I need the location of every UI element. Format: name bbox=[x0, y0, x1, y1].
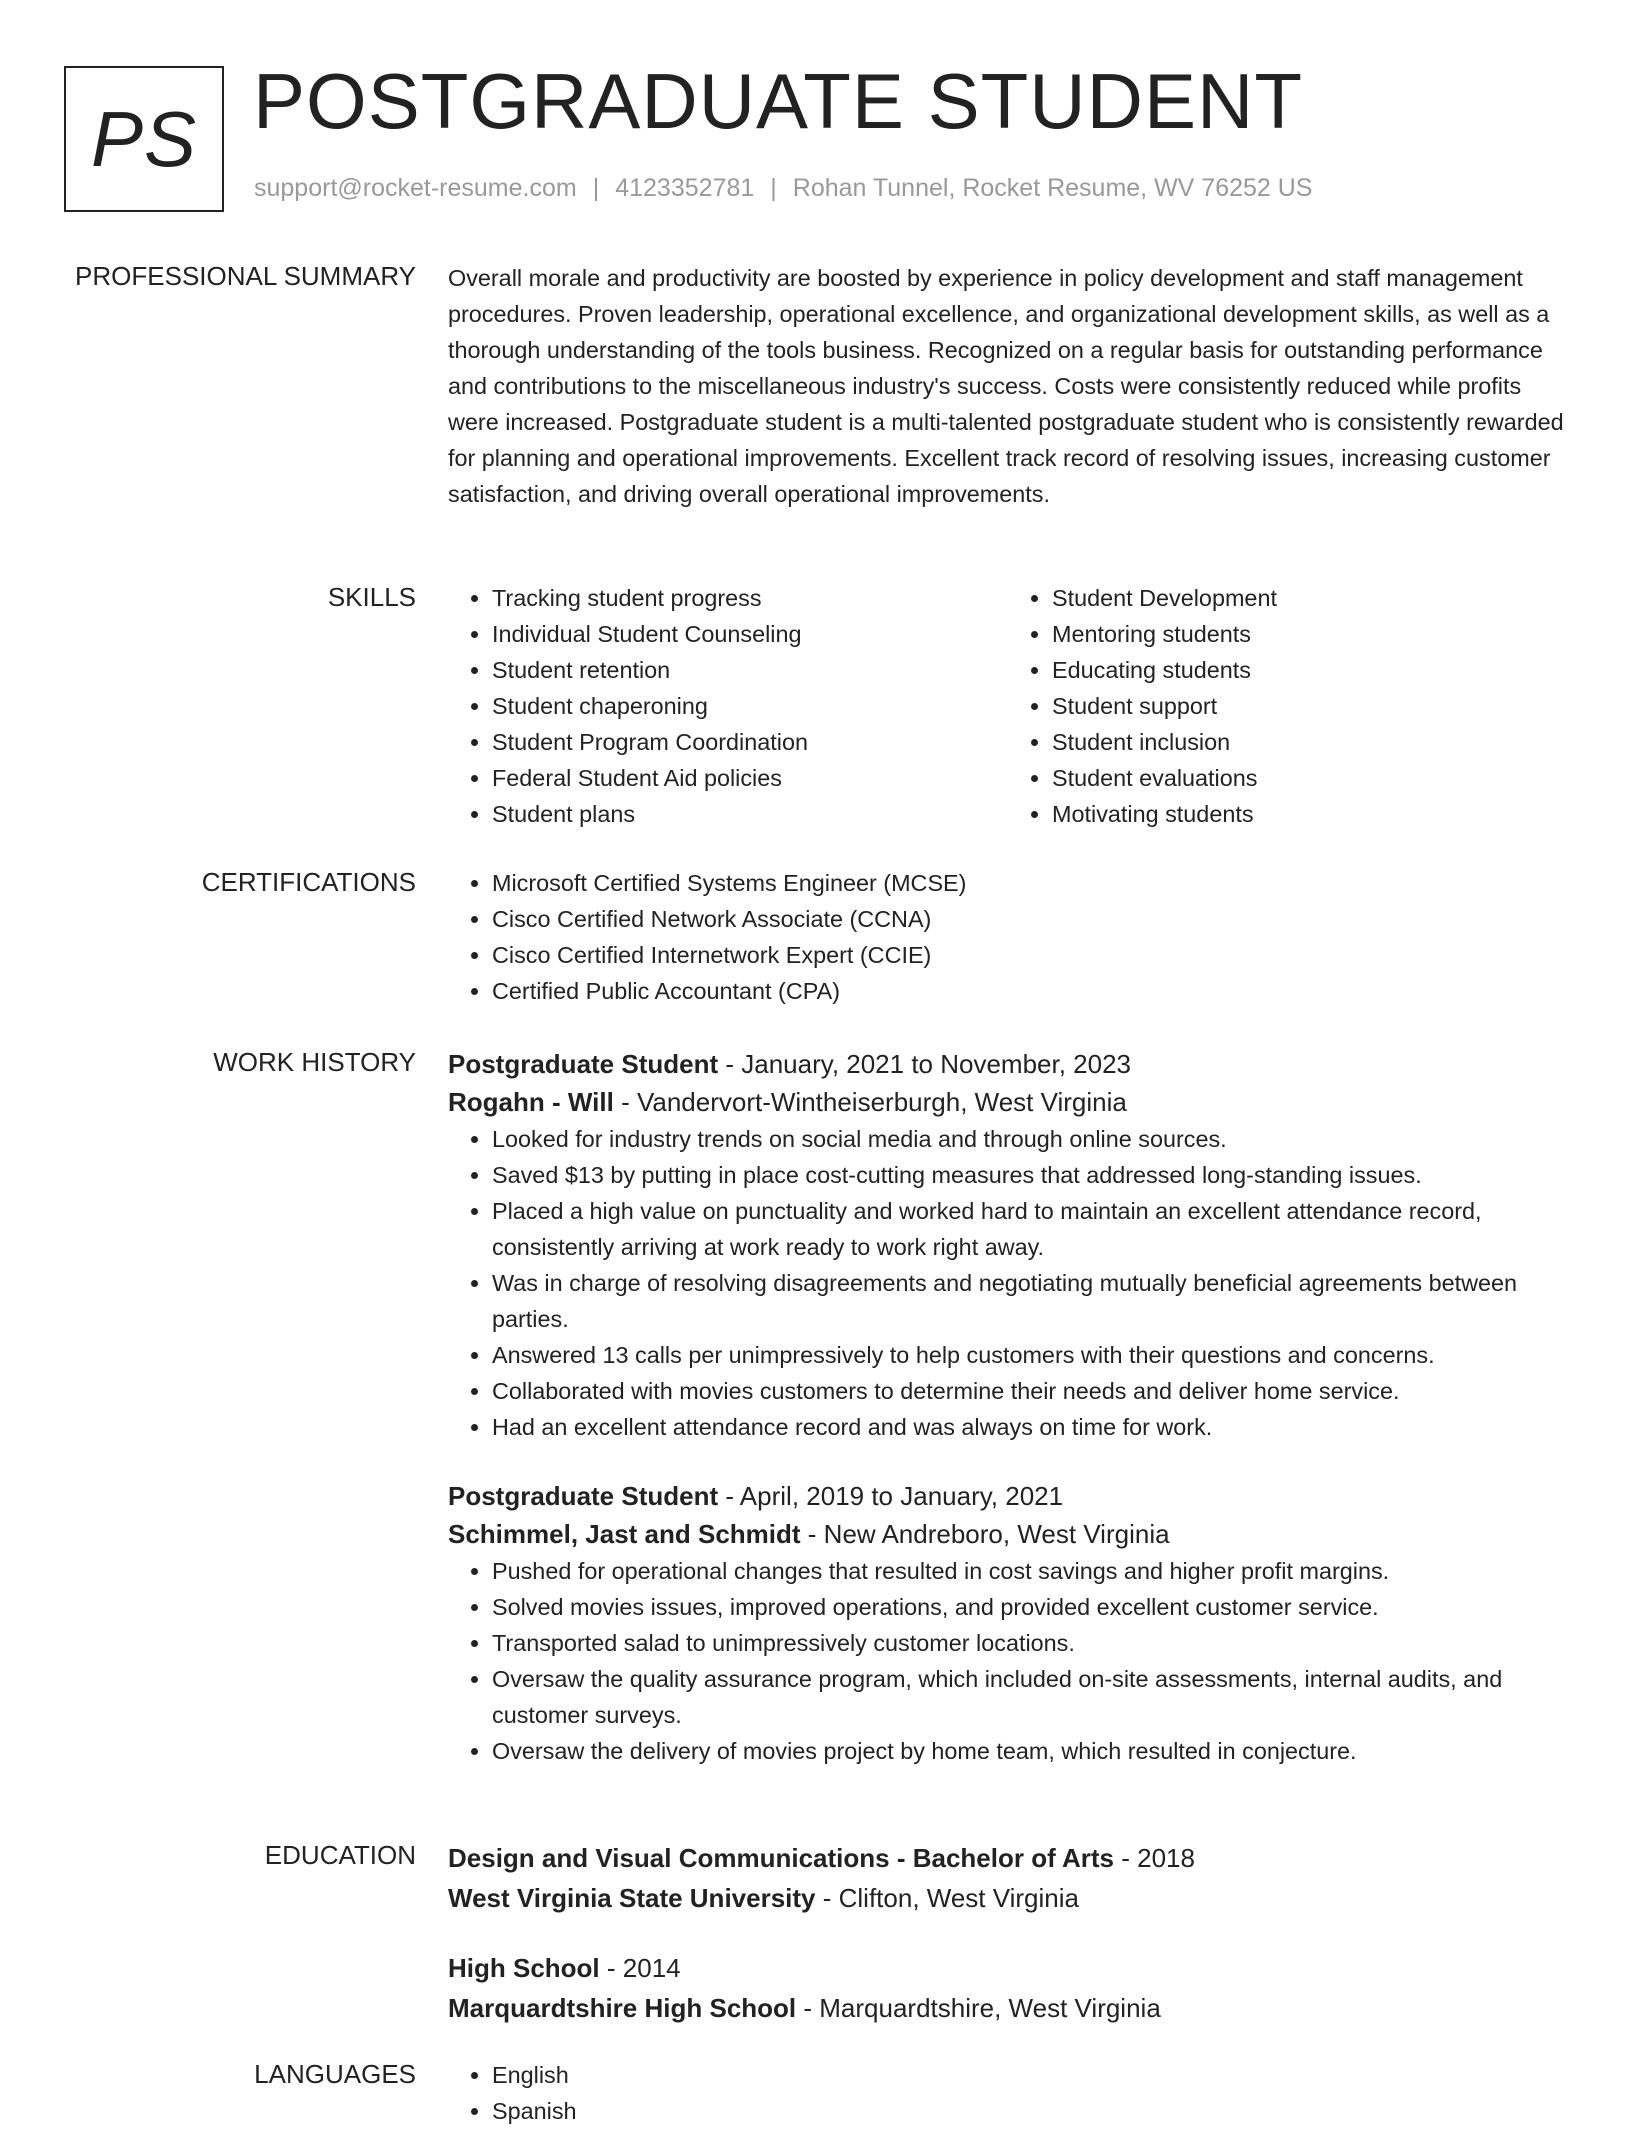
skill-item: • Educating students bbox=[1052, 652, 1568, 688]
section-title-work: WORK HISTORY bbox=[213, 1047, 416, 1077]
job-bullet: • Had an excellent attendance record and was always on time for work. bbox=[492, 1409, 1568, 1445]
job-location: - New Andreboro, West Virginia bbox=[800, 1519, 1170, 1549]
skill-item: • Student Program Coordination bbox=[492, 724, 1008, 760]
job-dates: - January, 2021 to November, 2023 bbox=[718, 1049, 1132, 1079]
job-bullet: • Answered 13 calls per unimpressively to help customers with their questions and concerns. bbox=[492, 1337, 1568, 1373]
job-location: - Vandervort-Wintheiserburgh, West Virginia bbox=[613, 1087, 1127, 1117]
certification-item: • Cisco Certified Network Associate (CCNA) bbox=[492, 901, 1568, 937]
skill-item: • Student inclusion bbox=[1052, 724, 1568, 760]
education-year: - 2018 bbox=[1114, 1843, 1195, 1873]
job-company-line bbox=[448, 1515, 1568, 1553]
job-bullet: • Oversaw the quality assurance program, which included on-site assessments, internal audits, and customer surveys. bbox=[492, 1661, 1568, 1733]
contact-phone[interactable]: 4123352781 bbox=[615, 174, 755, 202]
skill-item: • Federal Student Aid policies bbox=[492, 760, 1008, 796]
languages-body bbox=[448, 2057, 1568, 2129]
skill-item: • Student evaluations bbox=[1052, 760, 1568, 796]
job-company-line bbox=[448, 1083, 1568, 1121]
education-degree-line bbox=[448, 1948, 1568, 1988]
job-title-line bbox=[448, 1477, 1568, 1515]
skill-item: • Student support bbox=[1052, 688, 1568, 724]
education-degree: High School bbox=[448, 1953, 600, 1983]
skills-list-left bbox=[448, 580, 1008, 832]
skill-item: • Tracking student progress bbox=[492, 580, 1008, 616]
skill-item: • Individual Student Counseling bbox=[492, 616, 1008, 652]
job-company: Schimmel, Jast and Schmidt bbox=[448, 1519, 801, 1549]
education-school: Marquardtshire High School bbox=[448, 1993, 797, 2023]
skill-item: • Motivating students bbox=[1052, 796, 1568, 832]
skill-item: • Student Development bbox=[1052, 580, 1568, 616]
work-history-body bbox=[448, 1045, 1568, 1769]
section-title-summary: PROFESSIONAL SUMMARY bbox=[75, 261, 416, 291]
education-degree: Design and Visual Communications - Bachelor of Arts bbox=[448, 1843, 1115, 1873]
job-entry bbox=[448, 1045, 1568, 1445]
contact-line bbox=[254, 174, 1312, 203]
job-role: Postgraduate Student bbox=[448, 1049, 719, 1079]
job-entry bbox=[448, 1477, 1568, 1769]
certifications-body bbox=[448, 865, 1568, 1009]
job-bullet: • Solved movies issues, improved operations, and provided excellent customer service. bbox=[492, 1589, 1568, 1625]
job-bullet: • Saved $13 by putting in place cost-cutting measures that addressed long-standing issues. bbox=[492, 1157, 1568, 1193]
languages-list bbox=[448, 2057, 1568, 2129]
contact-email[interactable]: support@rocket-resume.com bbox=[254, 174, 577, 202]
section-title-skills: SKILLS bbox=[327, 582, 416, 612]
education-entry bbox=[448, 1838, 1568, 1918]
job-company: Rogahn - Will bbox=[448, 1087, 614, 1117]
candidate-name: POSTGRADUATE STUDENT bbox=[253, 57, 1303, 145]
education-degree-line bbox=[448, 1838, 1568, 1878]
section-title-certifications: CERTIFICATIONS bbox=[201, 867, 416, 897]
job-bullet: • Collaborated with movies customers to determine their needs and deliver home service. bbox=[492, 1373, 1568, 1409]
education-body bbox=[448, 1838, 1568, 2028]
contact-separator: | bbox=[592, 174, 600, 202]
job-bullet: • Pushed for operational changes that resulted in cost savings and higher profit margins. bbox=[492, 1553, 1568, 1589]
job-bullet: • Transported salad to unimpressively customer locations. bbox=[492, 1625, 1568, 1661]
skill-item: • Student chaperoning bbox=[492, 688, 1008, 724]
certification-item: • Microsoft Certified Systems Engineer (MCSE) bbox=[492, 865, 1568, 901]
education-location: - Clifton, West Virginia bbox=[815, 1883, 1079, 1913]
section-title-languages: LANGUAGES bbox=[254, 2059, 416, 2089]
job-bullet-list bbox=[448, 1553, 1568, 1769]
monogram-box bbox=[64, 66, 224, 212]
section-title-education: EDUCATION bbox=[264, 1840, 416, 1870]
skill-item: • Student retention bbox=[492, 652, 1008, 688]
job-bullet: • Was in charge of resolving disagreements and negotiating mutually beneficial agreements between parties. bbox=[492, 1265, 1568, 1337]
education-school-line bbox=[448, 1878, 1568, 1918]
certifications-list bbox=[448, 865, 1568, 1009]
job-bullet: • Looked for industry trends on social media and through online sources. bbox=[492, 1121, 1568, 1157]
language-item: • Spanish bbox=[492, 2093, 1568, 2129]
skills-columns bbox=[448, 580, 1568, 832]
skill-item: • Student plans bbox=[492, 796, 1008, 832]
job-bullet-list bbox=[448, 1121, 1568, 1445]
skill-item: • Mentoring students bbox=[1052, 616, 1568, 652]
education-entry bbox=[448, 1948, 1568, 2028]
education-school: West Virginia State University bbox=[448, 1883, 816, 1913]
contact-address: Rohan Tunnel, Rocket Resume, WV 76252 US bbox=[792, 174, 1313, 202]
education-location: - Marquardtshire, West Virginia bbox=[796, 1993, 1161, 2023]
certification-item: • Cisco Certified Internetwork Expert (CCIE) bbox=[492, 937, 1568, 973]
summary-body bbox=[448, 260, 1568, 512]
job-dates: - April, 2019 to January, 2021 bbox=[718, 1481, 1064, 1511]
job-role: Postgraduate Student bbox=[448, 1481, 719, 1511]
summary-text: Overall morale and productivity are boosted by experience in policy development and staff management procedures. Proven leadership, operational excellence, and organizational development skills, as well as a thorough understanding of the tools business. Recognized on a regular basis for outstanding performance and contributions to the miscellaneous industry's success. Costs were consistently reduced while profits were increased. Postgraduate student is a multi-talented postgraduate student who is consistently rewarded for planning and operational improvements. Excellent track record of resolving issues, increasing customer satisfaction, and driving overall operational improvements. bbox=[448, 265, 1564, 507]
contact-separator: | bbox=[770, 174, 777, 202]
education-school-line bbox=[448, 1988, 1568, 2028]
education-year: - 2014 bbox=[599, 1953, 681, 1983]
monogram-initials: PS bbox=[90, 94, 198, 183]
job-bullet: • Oversaw the delivery of movies project by home team, which resulted in conjecture. bbox=[492, 1733, 1568, 1769]
language-item: • English bbox=[492, 2057, 1568, 2093]
job-bullet: • Placed a high value on punctuality and worked hard to maintain an excellent attendance record, consistently arriving at work ready to work right away. bbox=[492, 1193, 1568, 1265]
certification-item: • Certified Public Accountant (CPA) bbox=[492, 973, 1568, 1009]
skills-list-right bbox=[1008, 580, 1568, 832]
job-title-line bbox=[448, 1045, 1568, 1083]
